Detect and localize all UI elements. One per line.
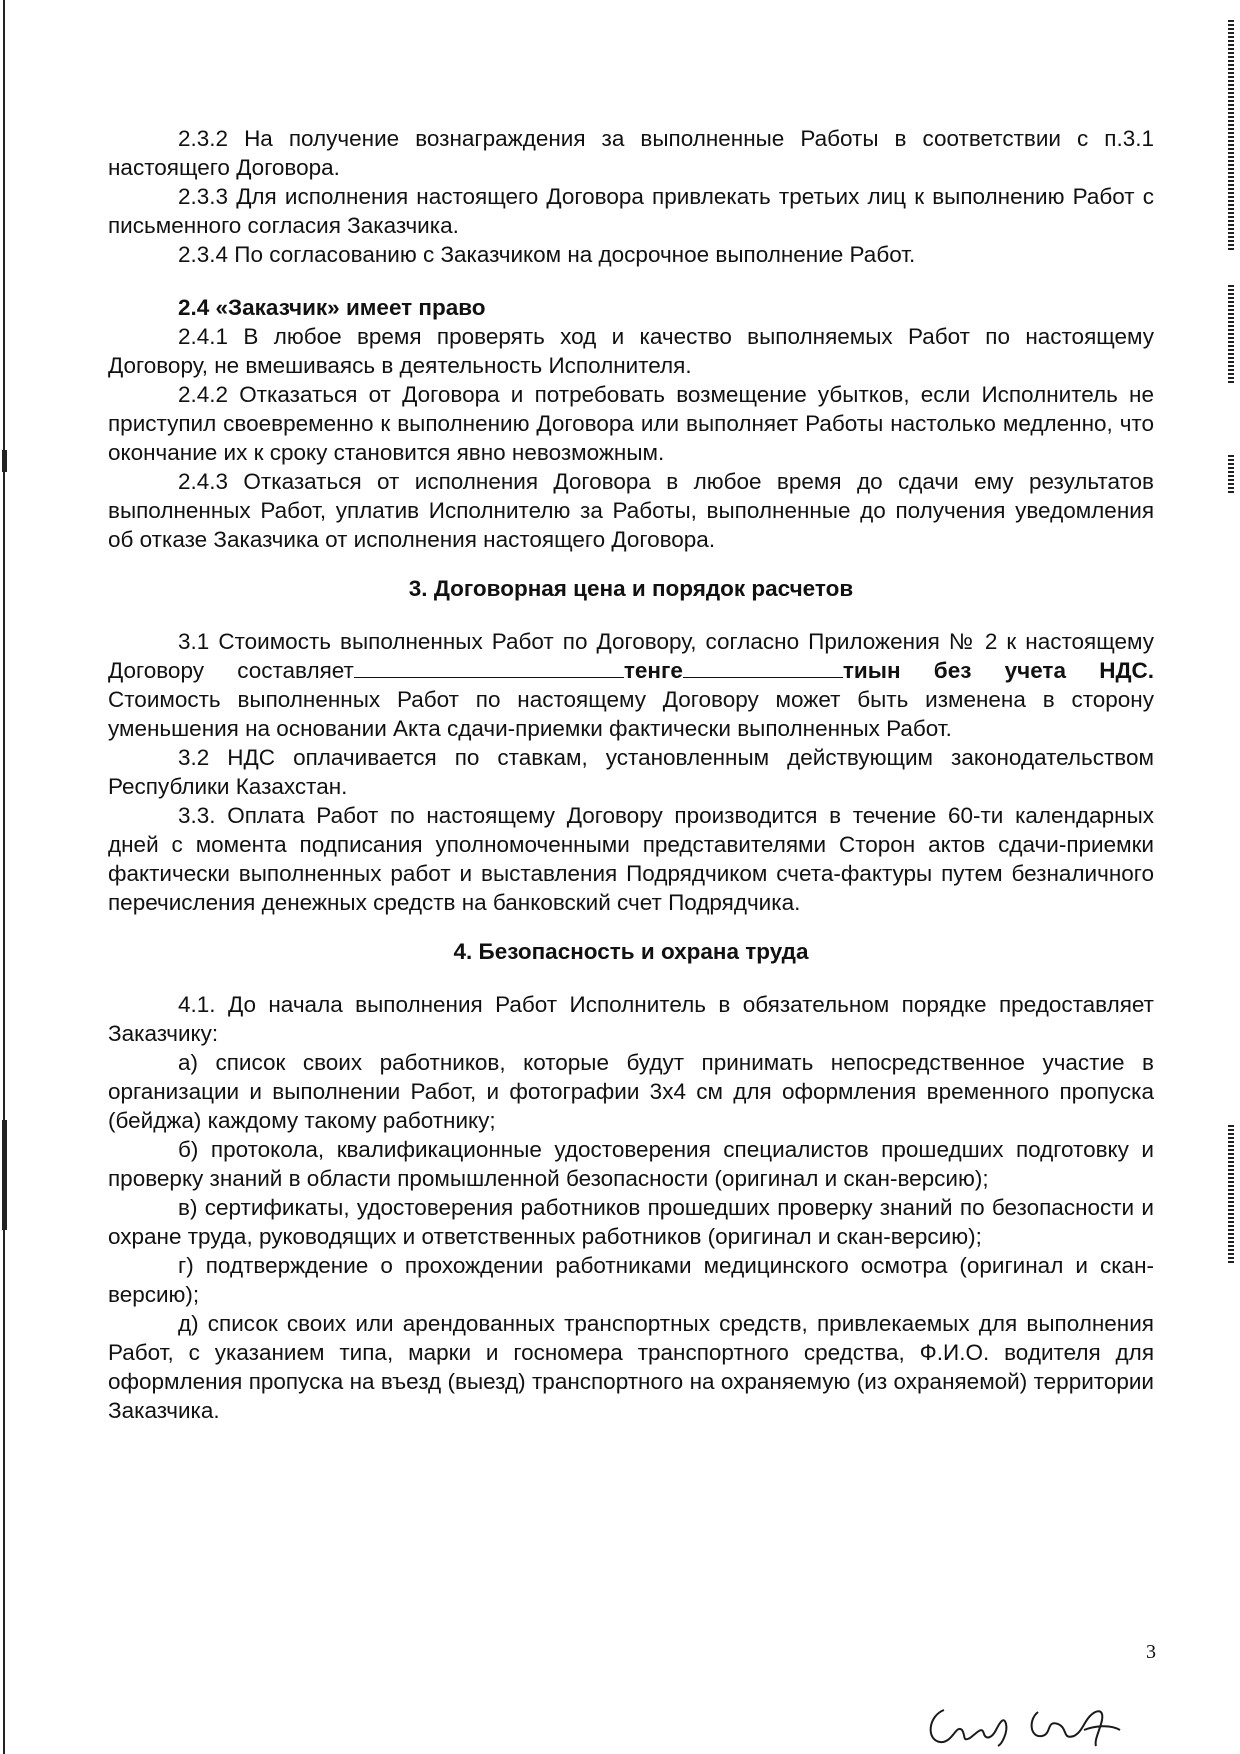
signature-1: [922, 1700, 1022, 1750]
amount-blank-tenge: [354, 657, 624, 678]
vat-note: без учета НДС.: [933, 658, 1154, 683]
clause-2-3-4: 2.3.4 По согласованию с Заказчиком на досрочное выполнение Работ.: [178, 242, 916, 267]
scan-mark-left: [2, 450, 7, 472]
clause-3-1-text: 3.1 Стоимость выполненных Работ по Договору, согласно Приложения № 2 к настоящему Договору составляет: [108, 629, 1154, 683]
clause-4-1: 4.1. До начала выполнения Работ Исполнитель в обязательном порядке предоставляет Заказчику:: [108, 992, 1154, 1046]
section-4-title: 4. Безопасность и охрана труда: [453, 939, 809, 964]
clause-2-3-2: 2.3.2 На получение вознаграждения за выполненные Работы в соответствии с п.3.1 настоящего Договора.: [108, 126, 1154, 180]
amount-blank-tiyn: [683, 657, 843, 678]
section-2-4-title: 2.4 «Заказчик» имеет право: [178, 295, 486, 320]
clause-2-4-2: 2.4.2 Отказаться от Договора и потребовать возмещение убытков, если Исполнитель не приступил своевременно к выполнению Договора или выполняет Работы настолько медленно, что окончание их к сроку становится явно невозможным.: [108, 382, 1154, 465]
scan-edge-right: [1228, 285, 1234, 385]
clause-3-1-text-cont: Стоимость выполненных Работ по настоящему Договору может быть изменена в сторону уменьшения на основании Акта сдачи-приемки фактически выполненных Работ.: [108, 687, 1154, 741]
clause-4-1-d: д) список своих или арендованных транспортных средств, привлекаемых для выполнения Работ, с указанием типа, марки и госномера транспортного средства, Ф.И.О. водителя для оформления пропуска на въезд (выезд) транспортного на охраняемую (из охраняемой) территории Заказчика.: [108, 1311, 1154, 1423]
clause-4-1-v: в) сертификаты, удостоверения работников прошедших проверку знаний по безопасности и охране труда, руководящих и ответственных работников (оригинал и скан-версию);: [108, 1195, 1154, 1249]
scan-edge-right: [1228, 20, 1234, 250]
section-3-title: 3. Договорная цена и порядок расчетов: [408, 576, 854, 601]
scan-edge-left: [3, 0, 5, 1754]
clause-2-3-3: 2.3.3 Для исполнения настоящего Договора привлекать третьих лиц к выполнению Работ с письменного согласия Заказчика.: [108, 184, 1154, 238]
clause-4-1-g: г) подтверждение о прохождении работниками медицинского осмотра (оригинал и скан-версию);: [108, 1253, 1154, 1307]
clause-3-2: 3.2 НДС оплачивается по ставкам, установленным действующим законодательством Республики Казахстан.: [108, 745, 1154, 799]
clause-4-1-a: а) список своих работников, которые будут принимать непосредственное участие в организации и выполнении Работ, и фотографии 3х4 см для оформления временного пропуска (бейджа) каждому такому работнику;: [108, 1050, 1154, 1133]
clause-2-4-3: 2.4.3 Отказаться от исполнения Договора в любое время до сдачи ему результатов выполненных Работ, уплатив Исполнителю за Работы, выполненные до получения уведомления об отказе Заказчика от исполнения настоящего Договора.: [108, 469, 1154, 552]
clause-3-3: 3.3. Оплата Работ по настоящему Договору производится в течение 60-ти календарных дней с момента подписания уполномоченными представителями Сторон актов сдачи-приемки фактически выполненных работ и выставления Подрядчиком счета-фактуры путем безналичного перечисления денежных средств на банковский счет Подрядчика.: [108, 803, 1154, 915]
scan-mark-left: [2, 1120, 7, 1230]
currency-tenge: тенге: [623, 658, 683, 683]
clause-3-1: [108, 627, 1154, 743]
page-number: 3: [1146, 1641, 1156, 1663]
clause-4-1-b: б) протокола, квалификационные удостоверения специалистов прошедших подготовку и проверку знаний в области промышленной безопасности (оригинал и скан-версию);: [108, 1137, 1154, 1191]
document-body: [108, 124, 1154, 1425]
scan-edge-right: [1228, 455, 1234, 495]
scan-edge-right: [1228, 1125, 1234, 1265]
clause-2-4-1: 2.4.1 В любое время проверять ход и качество выполняемых Работ по настоящему Договору, не вмешиваясь в деятельность Исполнителя.: [108, 324, 1154, 378]
signature-2: [1024, 1700, 1134, 1750]
currency-tiyn: тиын: [842, 658, 901, 683]
